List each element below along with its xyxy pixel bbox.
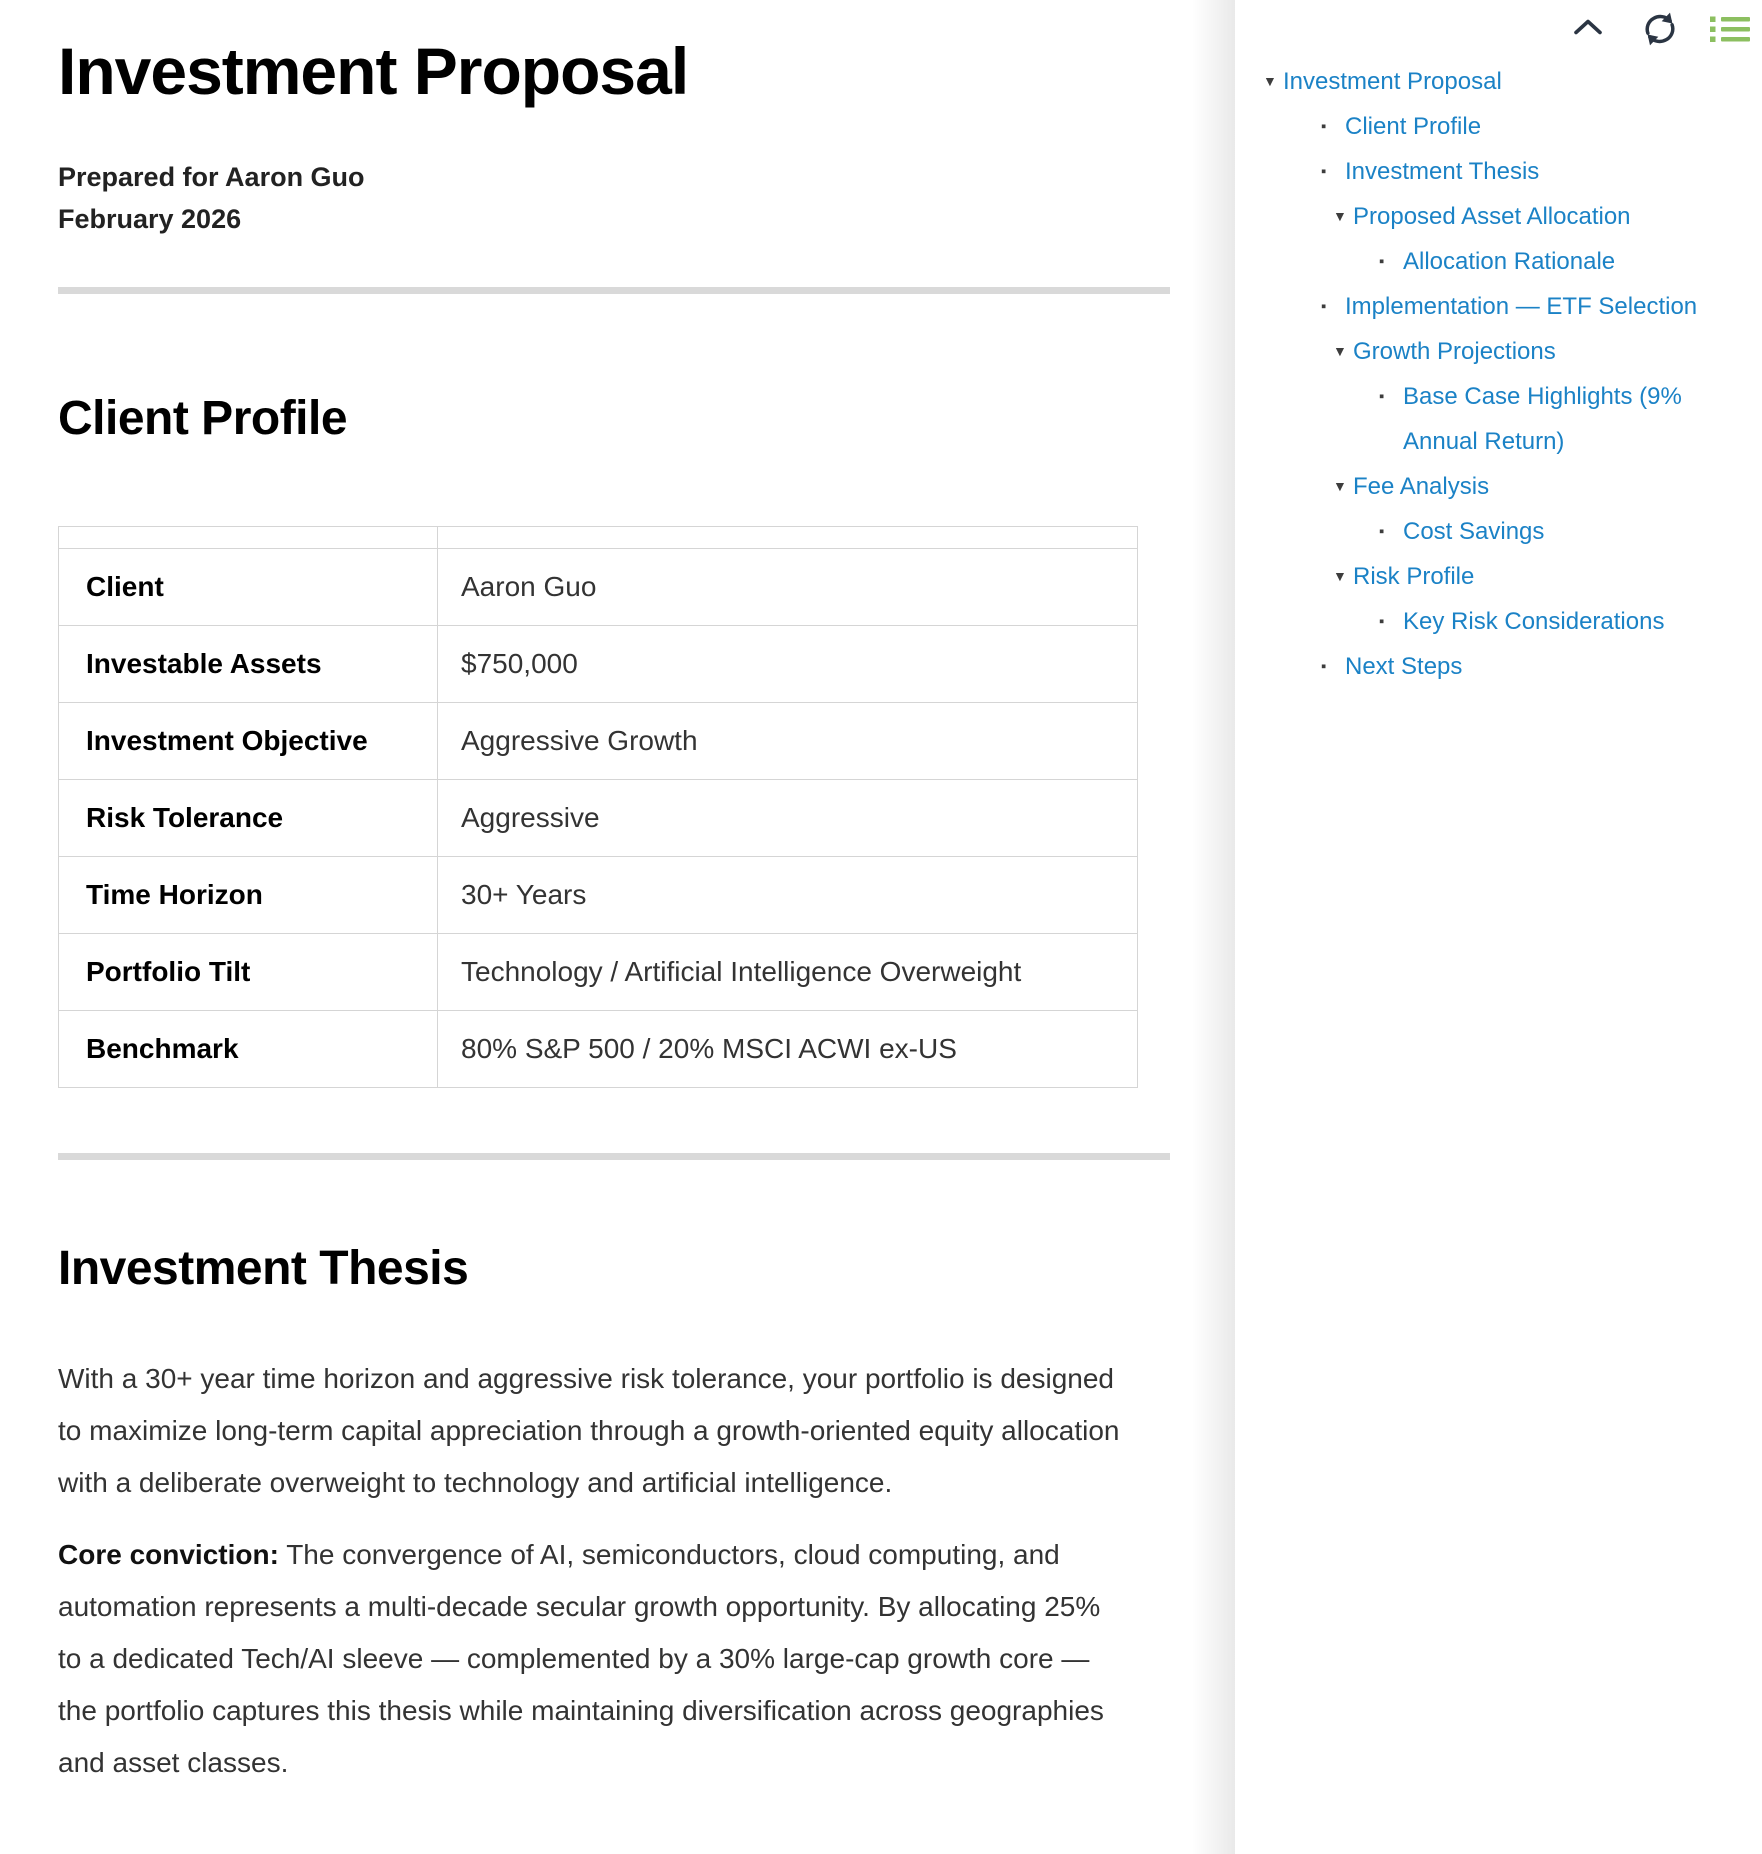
- row-label: Investment Objective: [59, 703, 438, 780]
- row-label: Benchmark: [59, 1011, 438, 1088]
- toggle-toc-button[interactable]: [1709, 13, 1751, 45]
- thesis-paragraph-2: [58, 1529, 1130, 1789]
- chevron-up-icon: [1573, 24, 1603, 39]
- row-value: Aaron Guo: [438, 549, 1138, 626]
- client-profile-heading: Client Profile: [58, 391, 348, 445]
- toc-item-label: Growth Projections: [1353, 338, 1556, 365]
- toc-item-label: Client Profile: [1345, 113, 1482, 140]
- row-label: Portfolio Tilt: [59, 934, 438, 1011]
- row-value: Aggressive Growth: [438, 703, 1138, 780]
- toc-item-label: Fee Analysis: [1353, 473, 1490, 500]
- collapse-triangle-icon: ▼: [1333, 208, 1347, 224]
- toc-item-label: Key Risk Considerations: [1403, 608, 1665, 635]
- row-label: Risk Tolerance: [59, 780, 438, 857]
- scroll-to-top-button[interactable]: [1573, 18, 1603, 36]
- table-row: [59, 857, 1138, 934]
- collapse-triangle-icon: ▼: [1333, 343, 1347, 359]
- toc-item-next-steps[interactable]: [1235, 644, 1715, 689]
- row-value: 30+ Years: [438, 857, 1138, 934]
- bullet-icon: ▪: [1321, 298, 1327, 315]
- table-header-row: [59, 527, 1138, 549]
- toc-item-growth-projections[interactable]: [1235, 329, 1715, 374]
- toc-item-label: Proposed Asset Allocation: [1353, 203, 1631, 230]
- document-meta: [58, 156, 1177, 240]
- toc-item-base-case-highlights[interactable]: [1235, 374, 1715, 464]
- table-row: [59, 1011, 1138, 1088]
- date-line: February 2026: [58, 203, 242, 234]
- toc-toolbar: [1235, 0, 1762, 52]
- section-divider: [58, 287, 1170, 294]
- table-row: [59, 934, 1138, 1011]
- collapse-triangle-icon: ▼: [1263, 73, 1277, 89]
- table-header-cell: [438, 527, 1138, 549]
- toc-sidebar: [1235, 0, 1762, 1854]
- row-value: $750,000: [438, 626, 1138, 703]
- row-label: Client: [59, 549, 438, 626]
- core-conviction-lead: Core conviction:: [58, 1539, 279, 1571]
- table-row: [59, 780, 1138, 857]
- refresh-icon: [1640, 35, 1680, 50]
- page-title: Investment Proposal: [58, 34, 689, 108]
- toc-item-key-risk-considerations[interactable]: [1235, 599, 1715, 644]
- bullet-icon: ▪: [1379, 523, 1385, 540]
- list-icon: [1709, 33, 1751, 48]
- toc-item-label: Next Steps: [1345, 653, 1463, 680]
- table-row: [59, 626, 1138, 703]
- toc-item-label: Allocation Rationale: [1403, 248, 1616, 275]
- toc-item-label: Risk Profile: [1353, 563, 1475, 590]
- toc-item-label: Investment Thesis: [1345, 158, 1540, 185]
- toc-item-investment-thesis[interactable]: [1235, 149, 1715, 194]
- thesis-paragraph-1: With a 30+ year time horizon and aggressive risk tolerance, your portfolio is designed to maximize long-term capital appreciation through a growth-oriented equity allocation with a deliberate overweight to technology and artificial intelligence.: [58, 1363, 1120, 1499]
- pane-edge-shadow: [1192, 0, 1235, 1854]
- toc-item-cost-savings[interactable]: [1235, 509, 1715, 554]
- toc-list: [1235, 59, 1715, 689]
- row-value: 80% S&P 500 / 20% MSCI ACWI ex-US: [438, 1011, 1138, 1088]
- row-value: Technology / Artificial Intelligence Overweight: [438, 934, 1138, 1011]
- bullet-icon: ▪: [1379, 388, 1385, 405]
- toc-item-label: Base Case Highlights (9% Annual Return): [1403, 383, 1682, 455]
- core-conviction-body: The convergence of AI, semiconductors, cloud computing, and automation represents a multi-decade secular growth opportunity. By allocating 25% to a dedicated Tech/AI sleeve — complemented by a 30% large-cap growth core — the portfolio captures this thesis while maintaining diversification across geographies and asset classes.: [58, 1539, 1104, 1779]
- collapse-triangle-icon: ▼: [1333, 568, 1347, 584]
- toc-item-fee-analysis[interactable]: [1235, 464, 1715, 509]
- toc-item-investment-proposal[interactable]: [1235, 59, 1715, 104]
- toc-item-client-profile[interactable]: [1235, 104, 1715, 149]
- toc-item-allocation-rationale[interactable]: [1235, 239, 1715, 284]
- table-row: [59, 703, 1138, 780]
- toc-item-label: Investment Proposal: [1283, 68, 1502, 95]
- bullet-icon: ▪: [1379, 613, 1385, 630]
- toc-item-risk-profile[interactable]: [1235, 554, 1715, 599]
- prepared-for-line: Prepared for Aaron Guo: [58, 161, 365, 192]
- row-label: Time Horizon: [59, 857, 438, 934]
- client-profile-table: [58, 526, 1138, 1088]
- section-divider: [58, 1153, 1170, 1160]
- bullet-icon: ▪: [1321, 163, 1327, 180]
- bullet-icon: ▪: [1321, 118, 1327, 135]
- toc-item-implementation-etf-selection[interactable]: [1235, 284, 1715, 329]
- collapse-triangle-icon: ▼: [1333, 478, 1347, 494]
- table-header-cell: [59, 527, 438, 549]
- row-label: Investable Assets: [59, 626, 438, 703]
- row-value: Aggressive: [438, 780, 1138, 857]
- table-row: [59, 549, 1138, 626]
- bullet-icon: ▪: [1379, 253, 1385, 270]
- toc-item-label: Implementation — ETF Selection: [1345, 293, 1698, 320]
- investment-thesis-heading: Investment Thesis: [58, 1242, 469, 1296]
- toc-item-label: Cost Savings: [1403, 518, 1545, 545]
- bullet-icon: ▪: [1321, 658, 1327, 675]
- refresh-toc-button[interactable]: [1640, 11, 1680, 47]
- toc-item-proposed-asset-allocation[interactable]: [1235, 194, 1715, 239]
